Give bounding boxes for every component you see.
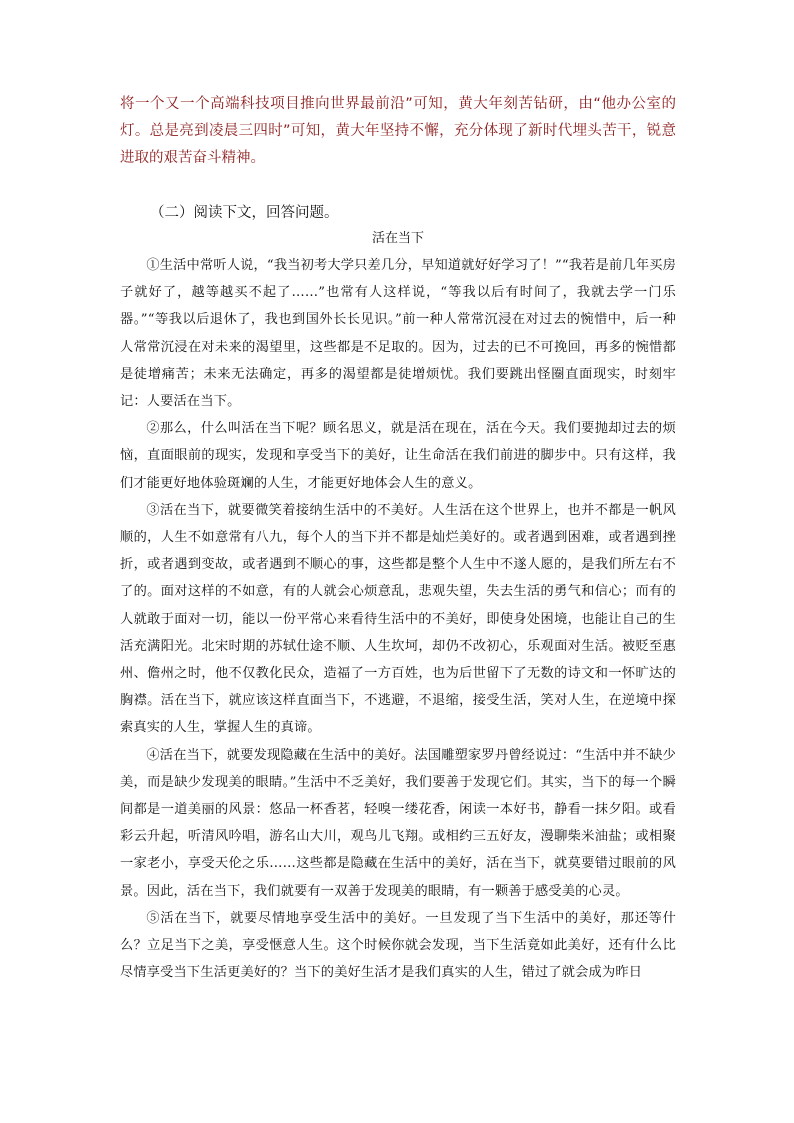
article-paragraph-1: ①生活中常听人说，“我当初考大学只差几分，早知道就好好学习了！”“我若是前几年买房子就好了，越等越买不起了……”也常有人这样说，“等我以后有时间了，我就去学一门乐器。”“等我以后退休了，我也到国外长长见识。”前一种人常常沉浸在对过去的惋惜中，后一种人常常沉浸在对未来的渴望里，这些都是不足取的。因为，过去的已不可挽回，再多的惋惜都是徒增痛苦；未来无法确定，再多的渴望都是徒增烦忧。我们要跳出怪圈直面现实，时刻牢记：人要活在当下。 (120, 258, 676, 410)
answer-text: 将一个又一个高端科技项目推向世界最前沿”可知，黄大年刻苦钻研，由“他办公室的灯。总是亮到凌晨三四时”可知，黄大年坚持不懈，充分体现了新时代埋头苦干，锐意进取的艰苦奋斗精神。 (120, 96, 676, 166)
question-prompt: （二）阅读下文，回答问题。 (150, 205, 339, 221)
article-title: 活在当下 (371, 231, 424, 246)
article-paragraph-4: ④活在当下，就要发现隐藏在生活中的美好。法国雕塑家罗丹曾经说过：“生活中并不缺少美，而是缺少发现美的眼睛。”生活中不乏美好，我们要善于发现它们。其实，当下的每一个瞬间都是一道美丽的风景：悠品一杯香茗，轻嗅一缕花香，闲读一本好书，静看一抹夕阳。或看彩云升起，听清风吟唱，游名山大川，观鸟儿飞翔。或相约三五好友，漫聊柴米油盐；或相聚一家老小，享受天伦之乐……这些都是隐藏在生活中的美好，活在当下，就莫要错过眼前的风景。因此，活在当下，我们就要有一双善于发现美的眼睛，有一颗善于感受美的心灵。 (120, 747, 676, 899)
article-paragraph-2: ②那么，什么叫活在当下呢？顾名思义，就是活在现在，活在今天。我们要抛却过去的烦恼，直面眼前的现实，发现和享受当下的美好，让生命活在我们前进的脚步中。只有这样，我们才能更好地体验斑斓的人生，才能更好地体会人生的意义。 (120, 421, 676, 491)
article-paragraph-5: ⑤活在当下，就要尽情地享受生活中的美好。一旦发现了当下生活中的美好，那还等什么？立足当下之美，享受惬意人生。这个时候你就会发现，当下生活竟如此美好，还有什么比尽情享受当下生活更美好的？当下的美好生活才是我们真实的人生，错过了就会成为昨日 (120, 910, 676, 981)
article-body (120, 252, 676, 986)
article-paragraph-3: ③活在当下，就要微笑着接纳生活中的不美好。人生活在这个世界上，也并不都是一帆风顺的，人生不如意常有八九，每个人的当下并不都是灿烂美好的。或者遇到困难，或者遇到挫折，或者遇到变故，或者遇到不顺心的事，这些都是整个人生中不遂人愿的，是我们所左右不了的。面对这样的不如意，有的人就会心烦意乱，悲观失望，失去生活的勇气和信心；而有的人就敢于面对一切，能以一份平常心来看待生活中的不美好，即使身处困境，也能让自己的生活充满阳光。北宋时期的苏轼仕途不顺、人生坎坷，却仍不改初心，乐观面对生活。被贬至惠州、儋州之时，他不仅教化民众，造福了一方百姓，也为后世留下了无数的诗文和一怀旷达的胸襟。活在当下，就应该这样直面当下，不逃避，不退缩，接受生活，笑对人生，在逆境中探索真实的人生，掌握人生的真谛。 (120, 502, 676, 736)
